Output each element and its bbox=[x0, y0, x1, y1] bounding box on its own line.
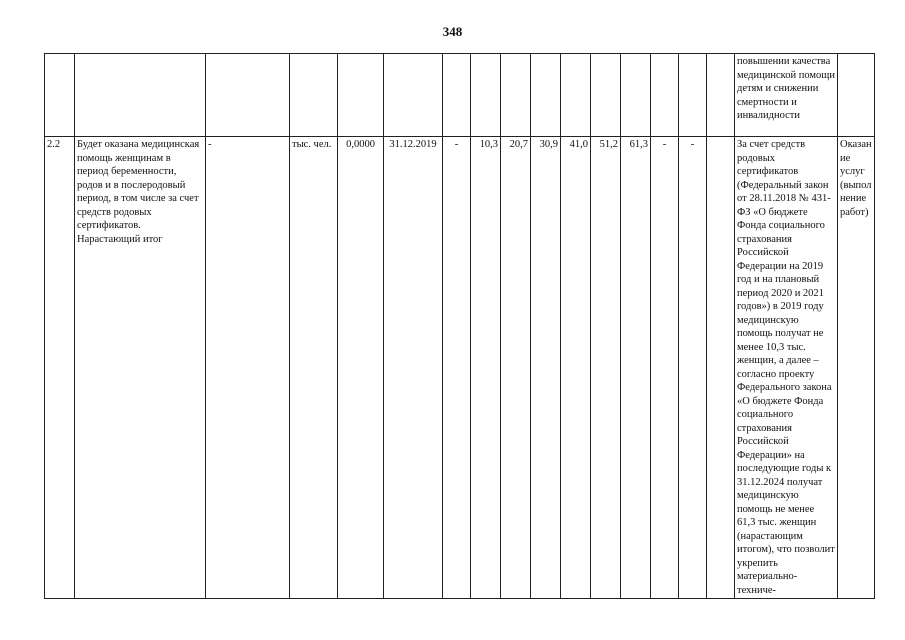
table-row bbox=[45, 137, 875, 599]
description-cell: За счет средств родовых сертификатов (Федеральный закон от 28.11.2018 № 431-ФЗ «О бюджете Фонда социального страхования Российской Федерации на 2019 год и на плановый период 2020 и 2021 годов») в 2019 году медицинскую помощь получат не менее 10,3 тыс. женщин, а далее – согласно проекту Федерального закона «О бюджете Фонда социального страхования Российской Федерации» на последующие годы к 31.12.2024 получат медицинскую помощь не менее 61,3 тыс. женщин (нарастающим итогом), что позволит укрепить материально-техниче- bbox=[735, 137, 838, 599]
indicator-type: - bbox=[206, 137, 290, 599]
cell bbox=[338, 54, 384, 137]
cell bbox=[290, 54, 338, 137]
cell bbox=[621, 54, 651, 137]
cell bbox=[384, 54, 443, 137]
cell bbox=[443, 54, 471, 137]
value-cell: - bbox=[651, 137, 679, 599]
cell bbox=[591, 54, 621, 137]
page-number: 348 bbox=[442, 24, 463, 39]
base-date-cell: 31.12.2019 bbox=[384, 137, 443, 599]
continuation-row bbox=[45, 54, 875, 137]
base-value-cell: 0,0000 bbox=[338, 137, 384, 599]
cell bbox=[561, 54, 591, 137]
value-cell: 30,9 bbox=[531, 137, 561, 599]
row-number: 2.2 bbox=[45, 137, 75, 599]
unit-cell: тыс. чел. bbox=[290, 137, 338, 599]
value-cell: 41,0 bbox=[561, 137, 591, 599]
cell bbox=[531, 54, 561, 137]
value-cell: 61,3 bbox=[621, 137, 651, 599]
value-cell: - bbox=[443, 137, 471, 599]
cell bbox=[45, 54, 75, 137]
cell bbox=[838, 54, 875, 137]
value-cell: 51,2 bbox=[591, 137, 621, 599]
cell bbox=[206, 54, 290, 137]
indicator-name: Будет оказана медицинская помощь женщинам в период беременности, родов и в послеродовый период, в том числе за счет средств родовых сертификатов. Нарастающий итог bbox=[75, 137, 206, 599]
value-cell: - bbox=[679, 137, 707, 599]
indicator-table bbox=[44, 53, 875, 599]
cell bbox=[707, 137, 735, 599]
cell bbox=[679, 54, 707, 137]
cell bbox=[501, 54, 531, 137]
cell bbox=[75, 54, 206, 137]
value-cell: 10,3 bbox=[471, 137, 501, 599]
result-text-cell: повышении качества медицинской помощи детям и снижении смертности и инвалидности bbox=[735, 54, 838, 137]
cell bbox=[707, 54, 735, 137]
cell bbox=[471, 54, 501, 137]
category-cell: Оказание услуг (выполнение работ) bbox=[838, 137, 875, 599]
value-cell: 20,7 bbox=[501, 137, 531, 599]
cell bbox=[651, 54, 679, 137]
